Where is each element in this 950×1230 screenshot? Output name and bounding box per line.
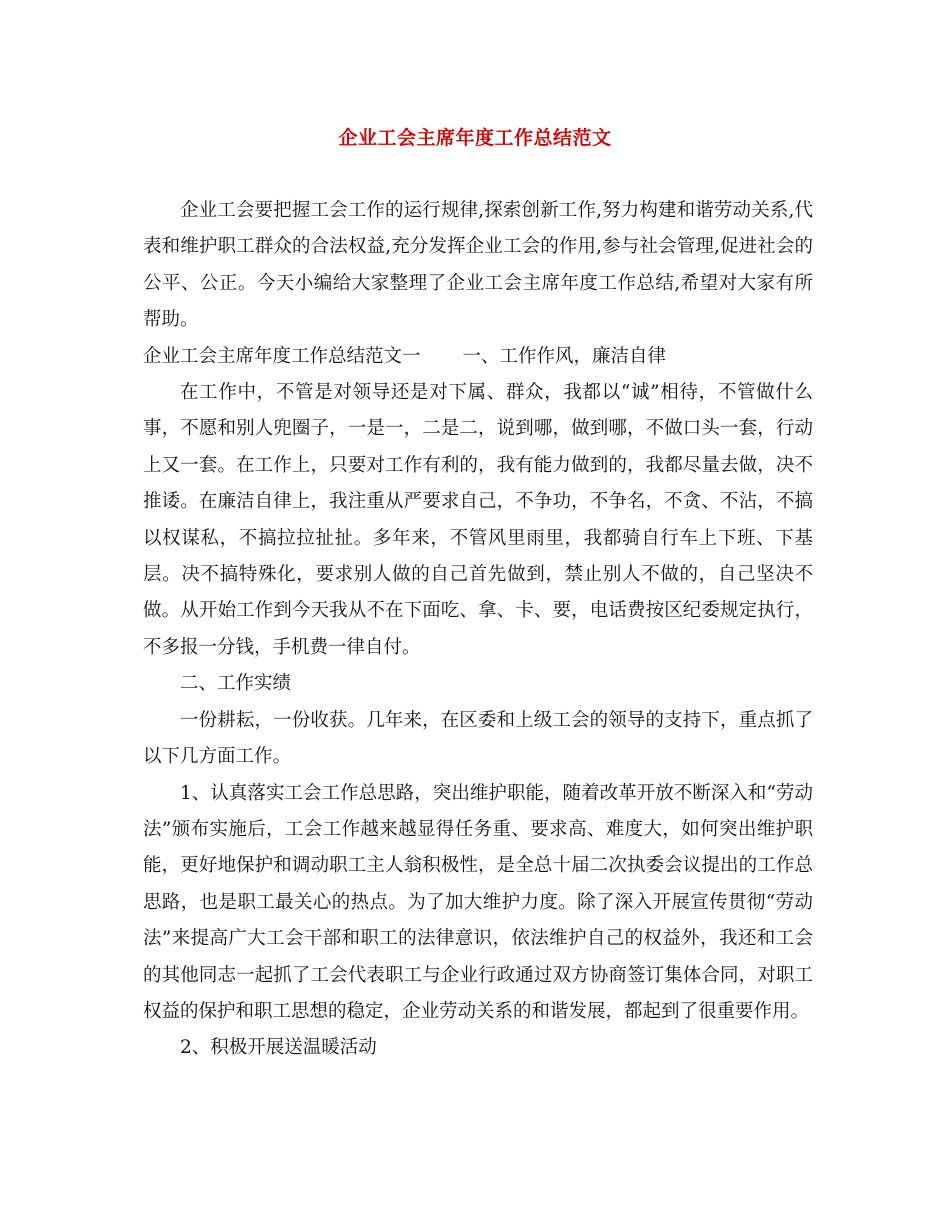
- section-heading: 企业工会主席年度工作总结范文一: [143, 345, 421, 367]
- achievements-intro-paragraph: 一份耕耘，一份收获。几年来，在区委和上级工会的领导的支持下，重点抓了以下几方面工作。: [143, 709, 813, 768]
- work-style-paragraph: 在工作中，不管是对领导还是对下属、群众，我都以“诚”相待，不管做什么事，不愿和别人兜圈子，一是一，二是二，说到哪，做到哪，不做口头一套，行动上又一套。在工作上，只要对工作有利的，我有能力做到的，我都尽量去做，决不推诿。在廉洁自律上，我注重从严要求自己，不争功，不争名，不贪、不沾，不搞以权谋私，不搞拉拉扯扯。多年来，不管风里雨里，我都骑自行车上下班、下基层。决不搞特殊化，要求别人做的自己首先做到，禁止别人不做的，自己坚决不做。从开始工作到今天我从不在下面吃、拿、卡、要，电话费按区纪委规定执行，不多报一分钱，手机费一律自付。: [143, 382, 813, 658]
- achievements-heading: 二、工作实绩: [180, 673, 292, 695]
- document-body: [143, 193, 813, 1067]
- item-2-heading: 2、积极开展送温暖活动: [180, 1037, 377, 1059]
- section-heading-line: [143, 339, 813, 375]
- section-subheading: 一、工作作风，廉洁自律: [462, 345, 667, 367]
- item-1-paragraph: 1、认真落实工会工作总思路，突出维护职能，随着改革开放不断深入和“劳动法”颁布实施后，工会工作越来越显得任务重、要求高、难度大，如何突出维护职能，更好地保护和调动职工主人翁积极性，是全总十届二次执委会议提出的工作总思路，也是职工最关心的热点。为了加大维护力度。除了深入开展宣传贯彻“劳动法”来提高广大工会干部和职工的法律意识，依法维护自己的权益外，我还和工会的其他同志一起抓了工会代表职工与企业行政通过双方协商签订集体合同，对职工权益的保护和职工思想的稳定，企业劳动关系的和谐发展，都起到了很重要作用。: [143, 782, 813, 1022]
- intro-paragraph: 企业工会要把握工会工作的运行规律,探索创新工作,努力构建和谐劳动关系,代表和维护职工群众的合法权益,充分发挥企业工会的作用,参与社会管理,促进社会的公平、公正。今天小编给大家整理了企业工会主席年度工作总结,希望对大家有所帮助。: [143, 200, 813, 331]
- document-title: 企业工会主席年度工作总结范文: [338, 127, 612, 149]
